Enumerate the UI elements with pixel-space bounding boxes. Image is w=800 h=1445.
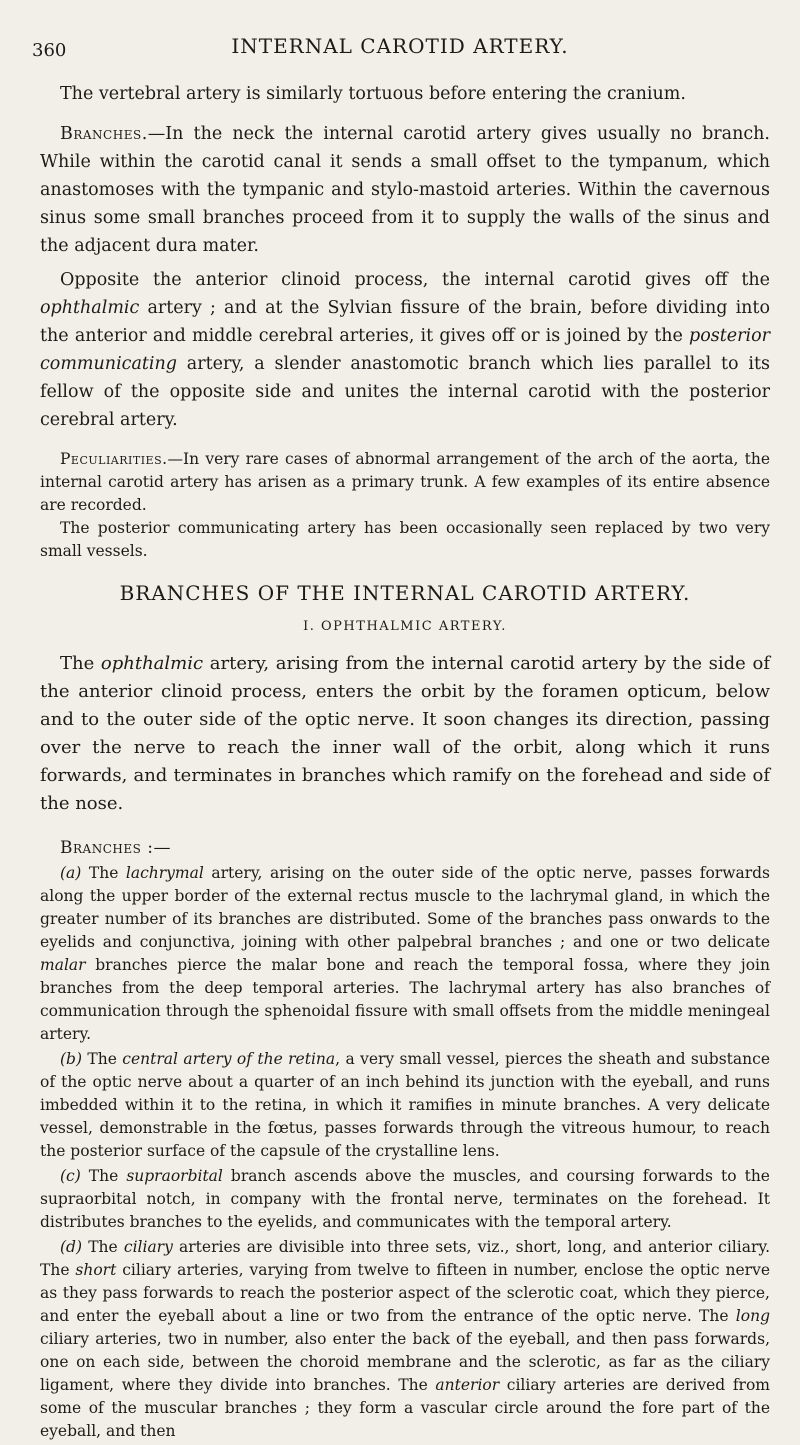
text-run: ciliary arteries, two in number, also enter the back of the eyeball, and then pass forwards, one on each side, between the choroid membrane and the sclerotic, as far as the ciliary ligament, where they divide into branches. The: [40, 1330, 770, 1394]
peculiarities-paragraph: [40, 448, 770, 517]
italic-term: central artery of the retina: [122, 1050, 336, 1068]
text-run: The: [82, 1050, 123, 1068]
italic-term: posterior communicating: [40, 326, 770, 374]
text-run: The: [81, 864, 126, 882]
italic-term: short: [75, 1261, 117, 1279]
list-item-ciliary: [40, 1236, 770, 1443]
text-run: Opposite the anterior clinoid process, the internal carotid gives off the: [60, 270, 770, 290]
text-run: The: [82, 1238, 124, 1256]
peculiarities-text: —In very rare cases of abnormal arrangement of the arch of the aorta, the internal carotid artery has arisen as a primary trunk. A few examples of its entire absence are recorded.: [40, 450, 770, 514]
branches-heading-text: Branches :—: [60, 838, 171, 858]
list-item-lachrymal: [40, 862, 770, 1046]
posterior-communicating-note: The posterior communicating artery has been occasionally seen replaced by two very small vessels.: [40, 519, 770, 560]
text-run: artery ; and at the Sylvian fissure of the brain, before dividing into the anterior and middle cerebral arteries, it gives off or is joined by the: [40, 298, 770, 346]
text-run: artery, arising from the internal carotid artery by the side of the anterior clinoid process, enters the orbit by the foramen opticum, below and to the outer side of the optic nerve. It soon changes its direction, passing over the nerve to reach the inner wall of the orbit, along which it runs forwards, and terminates in branches which ramify on the forehead and side of the nose.: [40, 653, 770, 814]
text-run: arteries are divisible into three sets, viz., short, long, and anterior ciliary. The: [40, 1238, 770, 1279]
italic-term: anterior: [435, 1376, 500, 1394]
text-run: , a very small vessel, pierces the sheath and substance of the optic nerve about a quarter of an inch behind its junction with the eyeball, and runs imbedded within it to the retina, in which it ramifies in minute branches. A very delicate vessel, demonstrable in the fœtus, passes forwards through the vitreous humour, to reach the posterior surface of the capsule of the crystalline lens.: [40, 1050, 770, 1160]
italic-term: supraorbital: [126, 1167, 223, 1185]
text-run: artery, a slender anastomotic branch which lies parallel to its fellow of the opposite side and unites the internal carotid with the posterior cerebral artery.: [40, 354, 770, 430]
italic-term: ophthalmic: [100, 653, 204, 674]
peculiarities-label: Peculiarities.: [60, 450, 168, 468]
italic-term: malar: [40, 956, 86, 974]
vertebral-note: The vertebral artery is similarly tortuous before entering the cranium.: [60, 84, 686, 104]
branches-list-heading: [40, 836, 770, 860]
italic-term: long: [735, 1307, 770, 1325]
page-number: 360: [32, 40, 67, 61]
italic-term: lachrymal: [125, 864, 204, 882]
text-run: ciliary arteries, varying from twelve to fifteen in number, enclose the optic nerve as they pass forwards to reach the posterior aspect of the sclerotic coat, which they pierce, and enter the eyeball about a line or two from the entrance of the optic nerve. The: [40, 1261, 770, 1325]
item-marker: (c): [60, 1167, 81, 1185]
item-marker: (b): [60, 1050, 83, 1068]
item-marker: (a): [60, 864, 82, 882]
opposite-paragraph: [40, 266, 770, 434]
page-body: [40, 80, 770, 1445]
text-run: The: [60, 653, 101, 674]
section-title: BRANCHES OF THE INTERNAL CAROTID ARTERY.: [119, 581, 691, 605]
subsection-title: I. OPHTHALMIC ARTERY.: [303, 619, 507, 634]
item-marker: (d): [60, 1238, 83, 1256]
page-header: [32, 34, 768, 64]
running-head: INTERNAL CAROTID ARTERY.: [231, 34, 569, 58]
italic-term: ciliary: [123, 1238, 173, 1256]
text-run: artery, arising on the outer side of the optic nerve, passes forwards along the upper border of the external rectus muscle to the lachrymal gland, in which the greater number of its branches are distributed. Some of the branches pass onwards to the eyelids and conjunctiva, joining with other palpebral branches ; and one or two delicate: [40, 864, 770, 951]
text-run: The: [80, 1167, 127, 1185]
ophthalmic-paragraph: [40, 650, 770, 818]
branches-text: —In the neck the internal carotid artery gives usually no branch. While within the carotid canal it sends a small offset to the tympanum, which anastomoses with the tympanic and stylo-mastoid arteries. Within the cavernous sinus some small branches proceed from it to supply the walls of the sinus and the adjacent dura mater.: [40, 124, 770, 256]
branches-paragraph: [40, 120, 770, 260]
list-item-central-retina: [40, 1048, 770, 1163]
text-run: ciliary arteries are derived from some of the muscular branches ; they form a vascular circle around the fore part of the eyeball, and then: [40, 1376, 770, 1440]
text-run: branches pierce the malar bone and reach the temporal fossa, where they join branches from the deep temporal arteries. The lachrymal artery has also branches of communication through the sphenoidal fissure with small offsets from the middle meningeal artery.: [40, 956, 770, 1043]
list-item-supraorbital: [40, 1165, 770, 1234]
branches-label: Branches.: [60, 124, 148, 144]
text-run: branch ascends above the muscles, and coursing forwards to the supraorbital notch, in company with the frontal nerve, terminates on the forehead. It distributes branches to the eyelids, and communicates with the temporal artery.: [40, 1167, 770, 1231]
italic-term: ophthalmic: [40, 298, 140, 318]
